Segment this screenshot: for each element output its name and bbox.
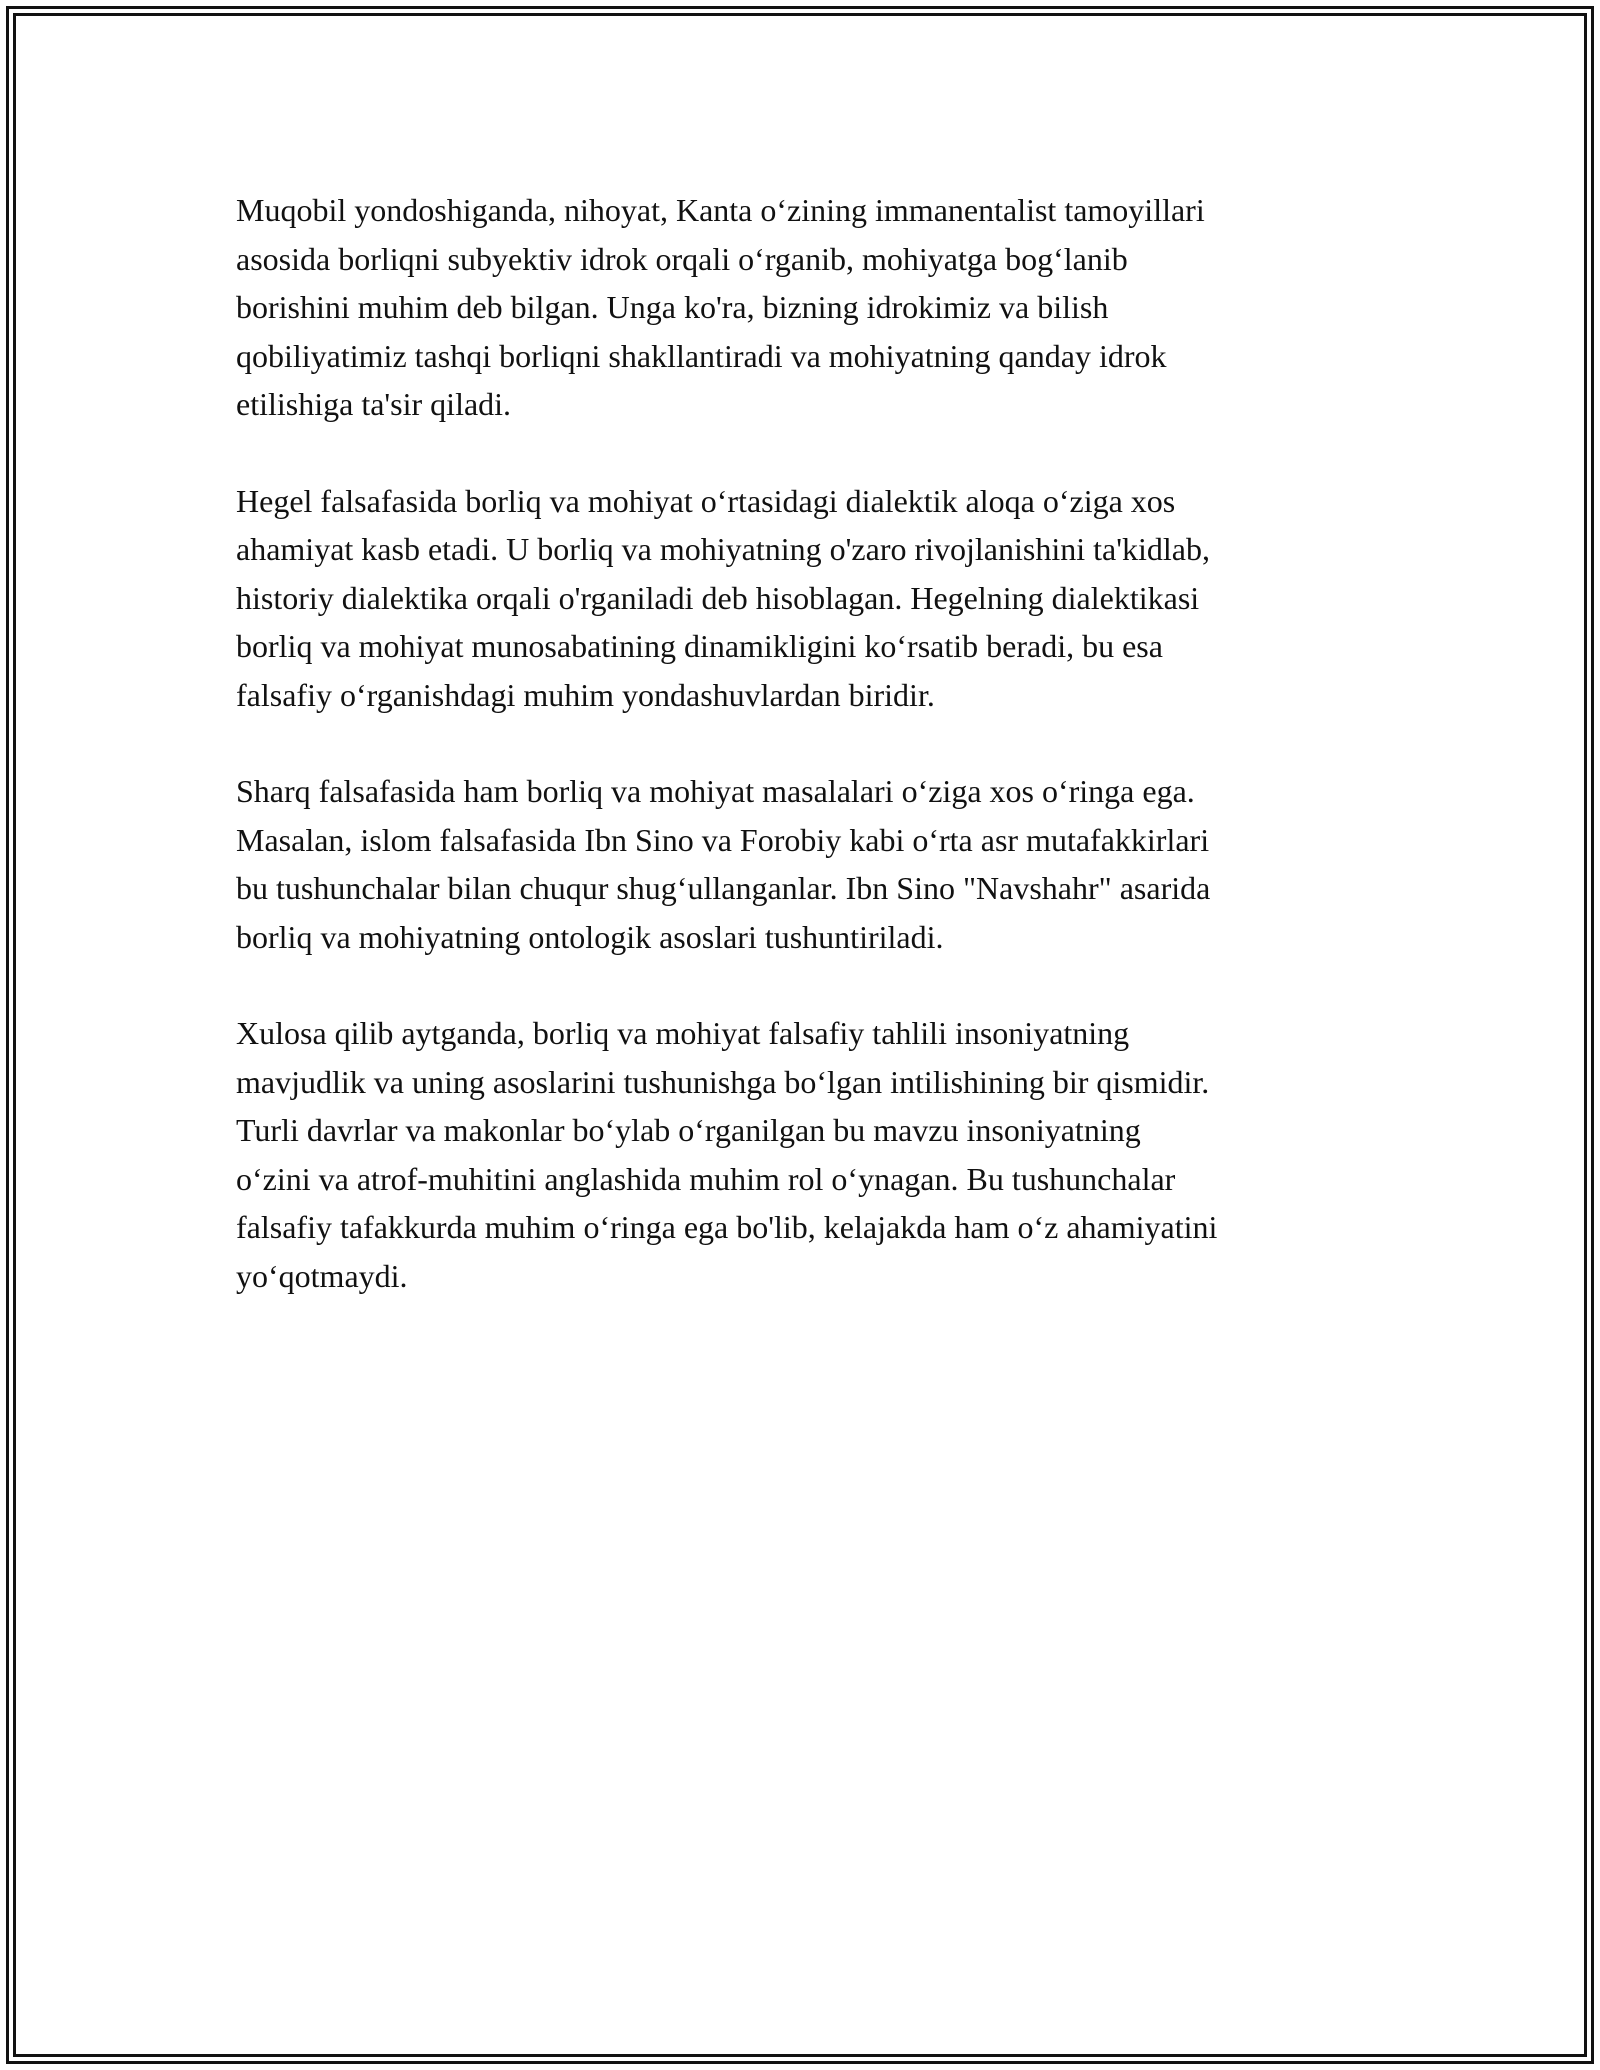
paragraph-conclusion: Xulosa qilib aytganda, borliq va mohiyat falsafiy tahlili insoniyatning mavjudlik va uning asoslarini tushunishga bo‘lgan intilishining bir qismidir. Turli davrlar va makonlar bo‘ylab o‘rganilgan bu mavzu insoniyatning o‘zini va atrof-muhitini anglashida muhim rol o‘ynagan. Bu tushunchalar falsafiy tafakkurda muhim o‘ringa ega bo'lib, kelajakda ham o‘z ahamiyatini yo‘qotmaydi. bbox=[236, 1015, 1218, 1294]
document-body bbox=[236, 186, 1376, 1348]
paragraph-eastern-philosophy: Sharq falsafasida ham borliq va mohiyat masalalari o‘ziga xos o‘ringa ega. Masalan, islom falsafasida Ibn Sino va Forobiy kabi o‘rta asr mutafakkirlari bu tushunchalar bilan chuqur shug‘ullanganlar. Ibn Sino "Navshahr" asarida borliq va mohiyatning ontologik asoslari tushuntiriladi. bbox=[236, 773, 1211, 955]
paragraph-kant: Muqobil yondoshiganda, nihoyat, Kanta o‘zining immanentalist tamoyillari asosida borliqni subyektiv idrok orqali o‘rganib, mohiyatga bog‘lanib borishini muhim deb bilgan. Unga ko'ra, bizning idrokimiz va bilish qobiliyatimiz tashqi borliqni shakllantiradi va mohiyatning qanday idrok etilishiga ta'sir qiladi. bbox=[236, 192, 1205, 422]
paragraph-hegel: Hegel falsafasida borliq va mohiyat o‘rtasidagi dialektik aloqa o‘ziga xos ahamiyat kasb etadi. U borliq va mohiyatning o'zaro rivojlanishini ta'kidlab, historiy dialektika orqali o'rganiladi deb hisoblagan. Hegelning dialektikasi borliq va mohiyat munosabatining dinamikligini ko‘rsatib beradi, bu esa falsafiy o‘rganishdagi muhim yondashuvlardan biridir. bbox=[236, 482, 1210, 713]
